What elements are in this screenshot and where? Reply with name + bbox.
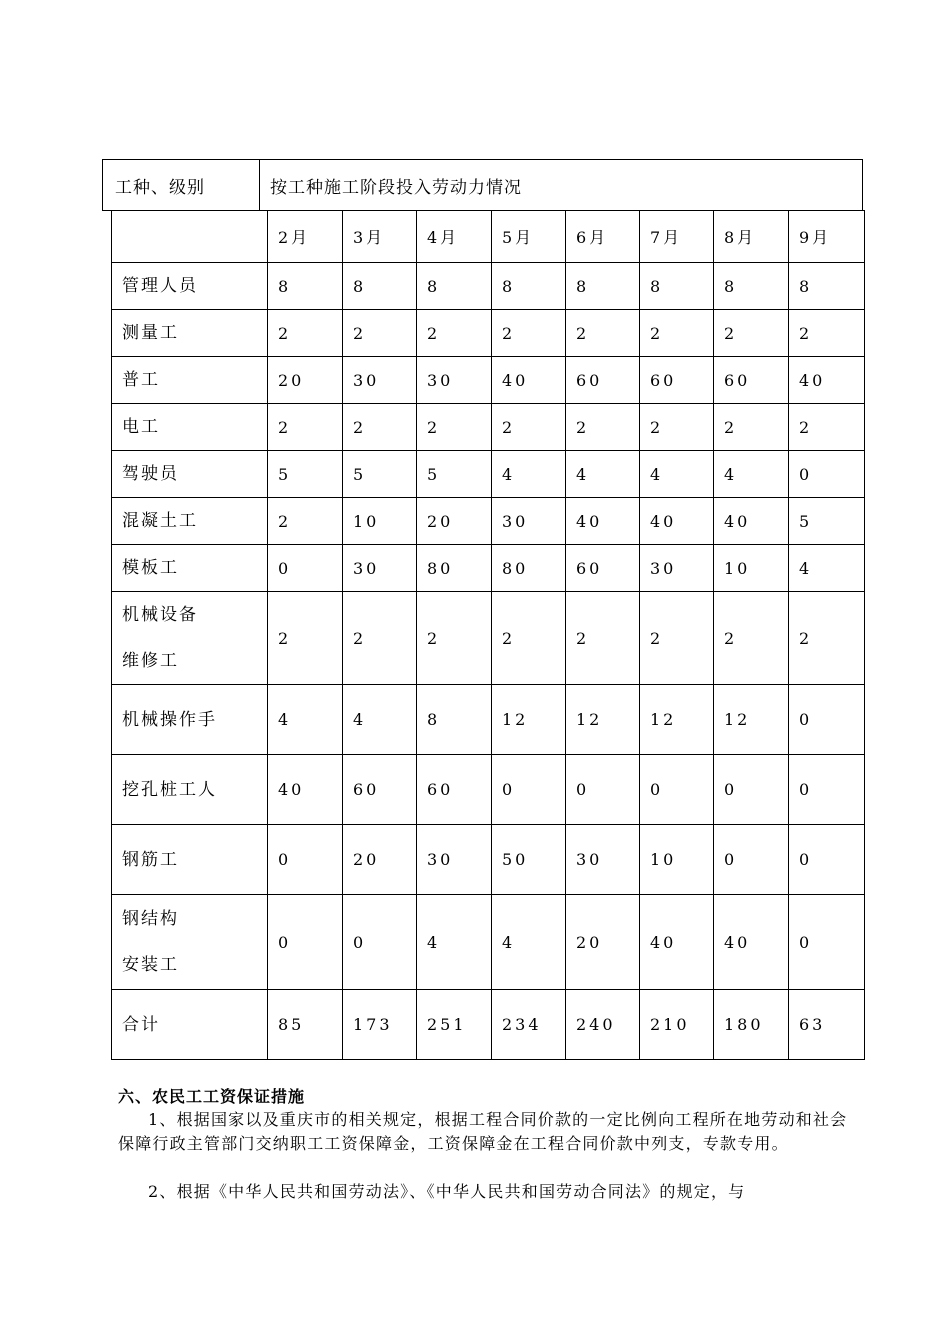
value-cell: 4 <box>417 895 492 990</box>
row-label-line: 普工 <box>122 370 160 390</box>
value-cell: 30 <box>417 825 492 895</box>
value-cell: 5 <box>417 451 492 498</box>
value-cell: 4 <box>566 451 640 498</box>
row-label <box>112 825 268 895</box>
row-label <box>112 263 268 310</box>
table-header-row <box>102 159 863 211</box>
value-cell: 2 <box>566 310 640 357</box>
row-label <box>112 404 268 451</box>
table-row <box>112 357 865 404</box>
month-header: 6月 <box>566 211 640 263</box>
table-row <box>112 545 865 592</box>
value-cell: 2 <box>492 310 566 357</box>
value-cell: 30 <box>343 357 417 404</box>
row-label-line: 钢筋工 <box>122 849 179 870</box>
paragraph-1: 1、根据国家以及重庆市的相关规定，根据工程合同价款的一定比例向工程所在地劳动和社会保障行政主管部门交纳职工工资保障金，工资保障金在工程合同价款中列支，专款专用。 <box>118 1110 848 1153</box>
value-cell: 0 <box>789 825 865 895</box>
value-cell: 2 <box>492 592 566 685</box>
value-cell: 2 <box>640 404 714 451</box>
month-header: 8月 <box>714 211 789 263</box>
value-cell: 0 <box>343 895 417 990</box>
value-cell: 173 <box>343 990 417 1060</box>
value-cell: 0 <box>789 451 865 498</box>
value-cell: 2 <box>268 404 343 451</box>
value-cell: 85 <box>268 990 343 1060</box>
value-cell: 0 <box>789 895 865 990</box>
month-header: 5月 <box>492 211 566 263</box>
table-row <box>112 592 865 685</box>
table-row <box>112 895 865 990</box>
value-cell: 60 <box>417 755 492 825</box>
row-label <box>112 545 268 592</box>
value-cell: 240 <box>566 990 640 1060</box>
row-label <box>112 895 268 990</box>
value-cell: 10 <box>640 825 714 895</box>
value-cell: 0 <box>789 755 865 825</box>
value-cell: 80 <box>417 545 492 592</box>
value-cell: 2 <box>789 404 865 451</box>
value-cell: 8 <box>789 263 865 310</box>
value-cell: 8 <box>492 263 566 310</box>
value-cell: 2 <box>268 498 343 545</box>
value-cell: 40 <box>640 895 714 990</box>
table-row <box>112 990 865 1060</box>
value-cell: 8 <box>566 263 640 310</box>
value-cell: 0 <box>268 545 343 592</box>
value-cell: 180 <box>714 990 789 1060</box>
row-label <box>112 498 268 545</box>
value-cell: 0 <box>714 755 789 825</box>
value-cell: 2 <box>714 310 789 357</box>
value-cell: 2 <box>566 404 640 451</box>
value-cell: 2 <box>417 310 492 357</box>
header-trade-level: 工种、级别 <box>103 160 260 210</box>
value-cell: 2 <box>714 404 789 451</box>
table-row <box>112 404 865 451</box>
value-cell: 2 <box>268 592 343 685</box>
row-label-line: 电工 <box>122 417 160 437</box>
value-cell: 2 <box>343 592 417 685</box>
month-header: 7月 <box>640 211 714 263</box>
value-cell: 8 <box>268 263 343 310</box>
value-cell: 4 <box>268 685 343 755</box>
header-labor-by-stage: 按工种施工阶段投入劳动力情况 <box>270 177 522 198</box>
value-cell: 8 <box>714 263 789 310</box>
value-cell: 0 <box>640 755 714 825</box>
value-cell: 63 <box>789 990 865 1060</box>
value-cell: 0 <box>566 755 640 825</box>
value-cell: 4 <box>789 545 865 592</box>
corner-cell <box>112 211 268 263</box>
value-cell: 2 <box>789 592 865 685</box>
value-cell: 30 <box>343 545 417 592</box>
row-label <box>112 357 268 404</box>
row-label-line: 机械设备 <box>122 605 198 625</box>
row-label-line: 模板工 <box>122 558 179 578</box>
month-row <box>112 211 865 263</box>
value-cell: 8 <box>343 263 417 310</box>
value-cell: 251 <box>417 990 492 1060</box>
row-label <box>112 451 268 498</box>
value-cell: 20 <box>417 498 492 545</box>
value-cell: 20 <box>268 357 343 404</box>
value-cell: 2 <box>417 404 492 451</box>
value-cell: 60 <box>566 357 640 404</box>
value-cell: 20 <box>566 895 640 990</box>
labor-table <box>111 210 865 1060</box>
value-cell: 40 <box>492 357 566 404</box>
value-cell: 10 <box>714 545 789 592</box>
row-label-line: 管理人员 <box>122 276 198 296</box>
row-label <box>112 592 268 685</box>
row-label-line: 挖孔桩工人 <box>122 779 217 800</box>
value-cell: 60 <box>343 755 417 825</box>
value-cell: 2 <box>417 592 492 685</box>
value-cell: 0 <box>714 825 789 895</box>
value-cell: 234 <box>492 990 566 1060</box>
value-cell: 40 <box>566 498 640 545</box>
row-label-line: 机械操作手 <box>122 709 217 730</box>
value-cell: 2 <box>640 310 714 357</box>
value-cell: 80 <box>492 545 566 592</box>
value-cell: 30 <box>492 498 566 545</box>
value-cell: 0 <box>268 895 343 990</box>
paragraph-2: 2、根据《中华人民共和国劳动法》、《中华人民共和国劳动合同法》的规定，与 <box>148 1182 746 1201</box>
value-cell: 2 <box>343 404 417 451</box>
month-header: 9月 <box>789 211 865 263</box>
value-cell: 2 <box>789 310 865 357</box>
value-cell: 4 <box>492 895 566 990</box>
value-cell: 12 <box>566 685 640 755</box>
value-cell: 12 <box>492 685 566 755</box>
value-cell: 0 <box>268 825 343 895</box>
value-cell: 40 <box>268 755 343 825</box>
value-cell: 5 <box>789 498 865 545</box>
row-label-line: 安装工 <box>122 955 179 975</box>
value-cell: 12 <box>640 685 714 755</box>
row-label-line: 钢结构 <box>122 909 179 929</box>
value-cell: 40 <box>640 498 714 545</box>
value-cell: 50 <box>492 825 566 895</box>
value-cell: 40 <box>714 498 789 545</box>
row-label <box>112 685 268 755</box>
row-label-line: 混凝土工 <box>122 511 198 531</box>
value-cell: 4 <box>714 451 789 498</box>
table-row <box>112 498 865 545</box>
value-cell: 8 <box>640 263 714 310</box>
value-cell: 4 <box>640 451 714 498</box>
value-cell: 5 <box>343 451 417 498</box>
value-cell: 40 <box>789 357 865 404</box>
value-cell: 8 <box>417 685 492 755</box>
row-label-line: 驾驶员 <box>122 464 179 484</box>
value-cell: 2 <box>714 592 789 685</box>
table-row <box>112 685 865 755</box>
value-cell: 20 <box>343 825 417 895</box>
value-cell: 210 <box>640 990 714 1060</box>
month-header: 3月 <box>343 211 417 263</box>
value-cell: 2 <box>343 310 417 357</box>
table-row <box>112 825 865 895</box>
row-label <box>112 755 268 825</box>
value-cell: 40 <box>714 895 789 990</box>
value-cell: 30 <box>640 545 714 592</box>
value-cell: 4 <box>343 685 417 755</box>
table-row <box>112 263 865 310</box>
value-cell: 0 <box>789 685 865 755</box>
table-row <box>112 310 865 357</box>
table-row <box>112 451 865 498</box>
value-cell: 60 <box>566 545 640 592</box>
section-heading: 六、农民工工资保证措施 <box>118 1087 306 1106</box>
value-cell: 2 <box>640 592 714 685</box>
value-cell: 0 <box>492 755 566 825</box>
row-label-line: 合计 <box>122 1014 160 1035</box>
value-cell: 2 <box>268 310 343 357</box>
month-header: 2月 <box>268 211 343 263</box>
value-cell: 2 <box>566 592 640 685</box>
value-cell: 30 <box>566 825 640 895</box>
value-cell: 2 <box>492 404 566 451</box>
table-row <box>112 755 865 825</box>
row-label-line: 测量工 <box>122 323 179 343</box>
value-cell: 10 <box>343 498 417 545</box>
month-header: 4月 <box>417 211 492 263</box>
row-label-line: 维修工 <box>122 651 179 671</box>
value-cell: 5 <box>268 451 343 498</box>
value-cell: 12 <box>714 685 789 755</box>
value-cell: 30 <box>417 357 492 404</box>
row-label <box>112 310 268 357</box>
row-label <box>112 990 268 1060</box>
value-cell: 60 <box>640 357 714 404</box>
value-cell: 4 <box>492 451 566 498</box>
value-cell: 60 <box>714 357 789 404</box>
value-cell: 8 <box>417 263 492 310</box>
